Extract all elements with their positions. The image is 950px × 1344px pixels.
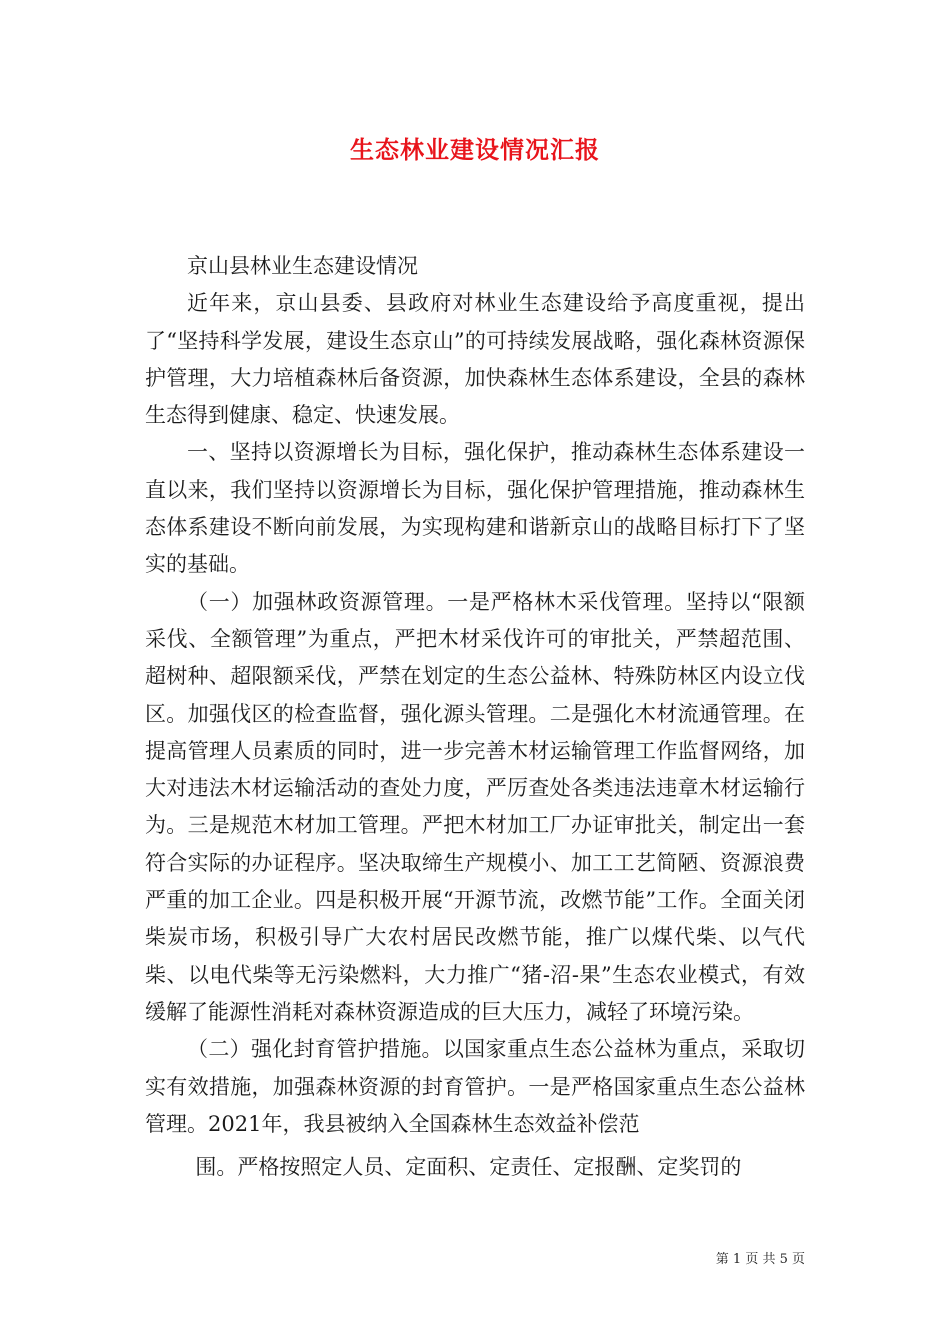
document-body bbox=[145, 248, 805, 1186]
page-number: 第 1 页 共 5 页 bbox=[715, 1252, 805, 1267]
document-title: 生态林业建设情况汇报 bbox=[350, 136, 600, 164]
paragraph-section-1: 一、坚持以资源增长为目标，强化保护，推动森林生态体系建设一直以来，我们坚持以资源增长为目标，强化保护管理措施，推动森林生态体系建设不断向前发展，为实现构建和谐新京山的战略目标打下了坚实的基础。 bbox=[145, 440, 805, 577]
paragraph-subsection-2: （二）强化封育管护措施。以国家重点生态公益林为重点，采取切实有效措施，加强森林资源的封育管护。一是严格国家重点生态公益林管理。2021年，我县被纳入全国森林生态效益补偿范 bbox=[145, 1037, 805, 1136]
paragraph-subsection-1: （一）加强林政资源管理。一是严格林木采伐管理。坚持以“限额采伐、全额管理”为重点，严把木材采伐许可的审批关，严禁超范围、超树种、超限额采伐，严禁在划定的生态公益林、特殊防林区内设立伐区。加强伐区的检查监督，强化源头管理。二是强化木材流通管理。在提高管理人员素质的同时，进一步完善木材运输管理工作监督网络，加大对违法木材运输活动的查处力度，严厉查处各类违法违章木材运输行为。三是规范木材加工管理。严把木材加工厂办证审批关，制定出一套符合实际的办证程序。坚决取缔生产规模小、加工工艺简陋、资源浪费严重的加工企业。四是积极开展“开源节流，改燃节能”工作。全面关闭柴炭市场，积极引导广大农村居民改燃节能，推广以煤代柴、以气代柴、以电代柴等无污染燃料，大力推广“猪-沼-果”生态农业模式，有效缓解了能源性消耗对森林资源造成的巨大压力，减轻了环境污染。 bbox=[145, 589, 805, 1024]
paragraph-continuation: 围。严格按照定人员、定面积、定责任、定报酬、定奖罚的 bbox=[195, 1155, 742, 1180]
paragraph-subtitle: 京山县林业生态建设情况 bbox=[187, 254, 418, 278]
paragraph-intro: 近年来，京山县委、县政府对林业生态建设给予高度重视，提出了“坚持科学发展，建设生态京山”的可持续发展战略，强化森林资源保护管理，大力培植森林后备资源，加快森林生态体系建设，全县的森林生态得到健康、稳定、快速发展。 bbox=[145, 291, 805, 428]
